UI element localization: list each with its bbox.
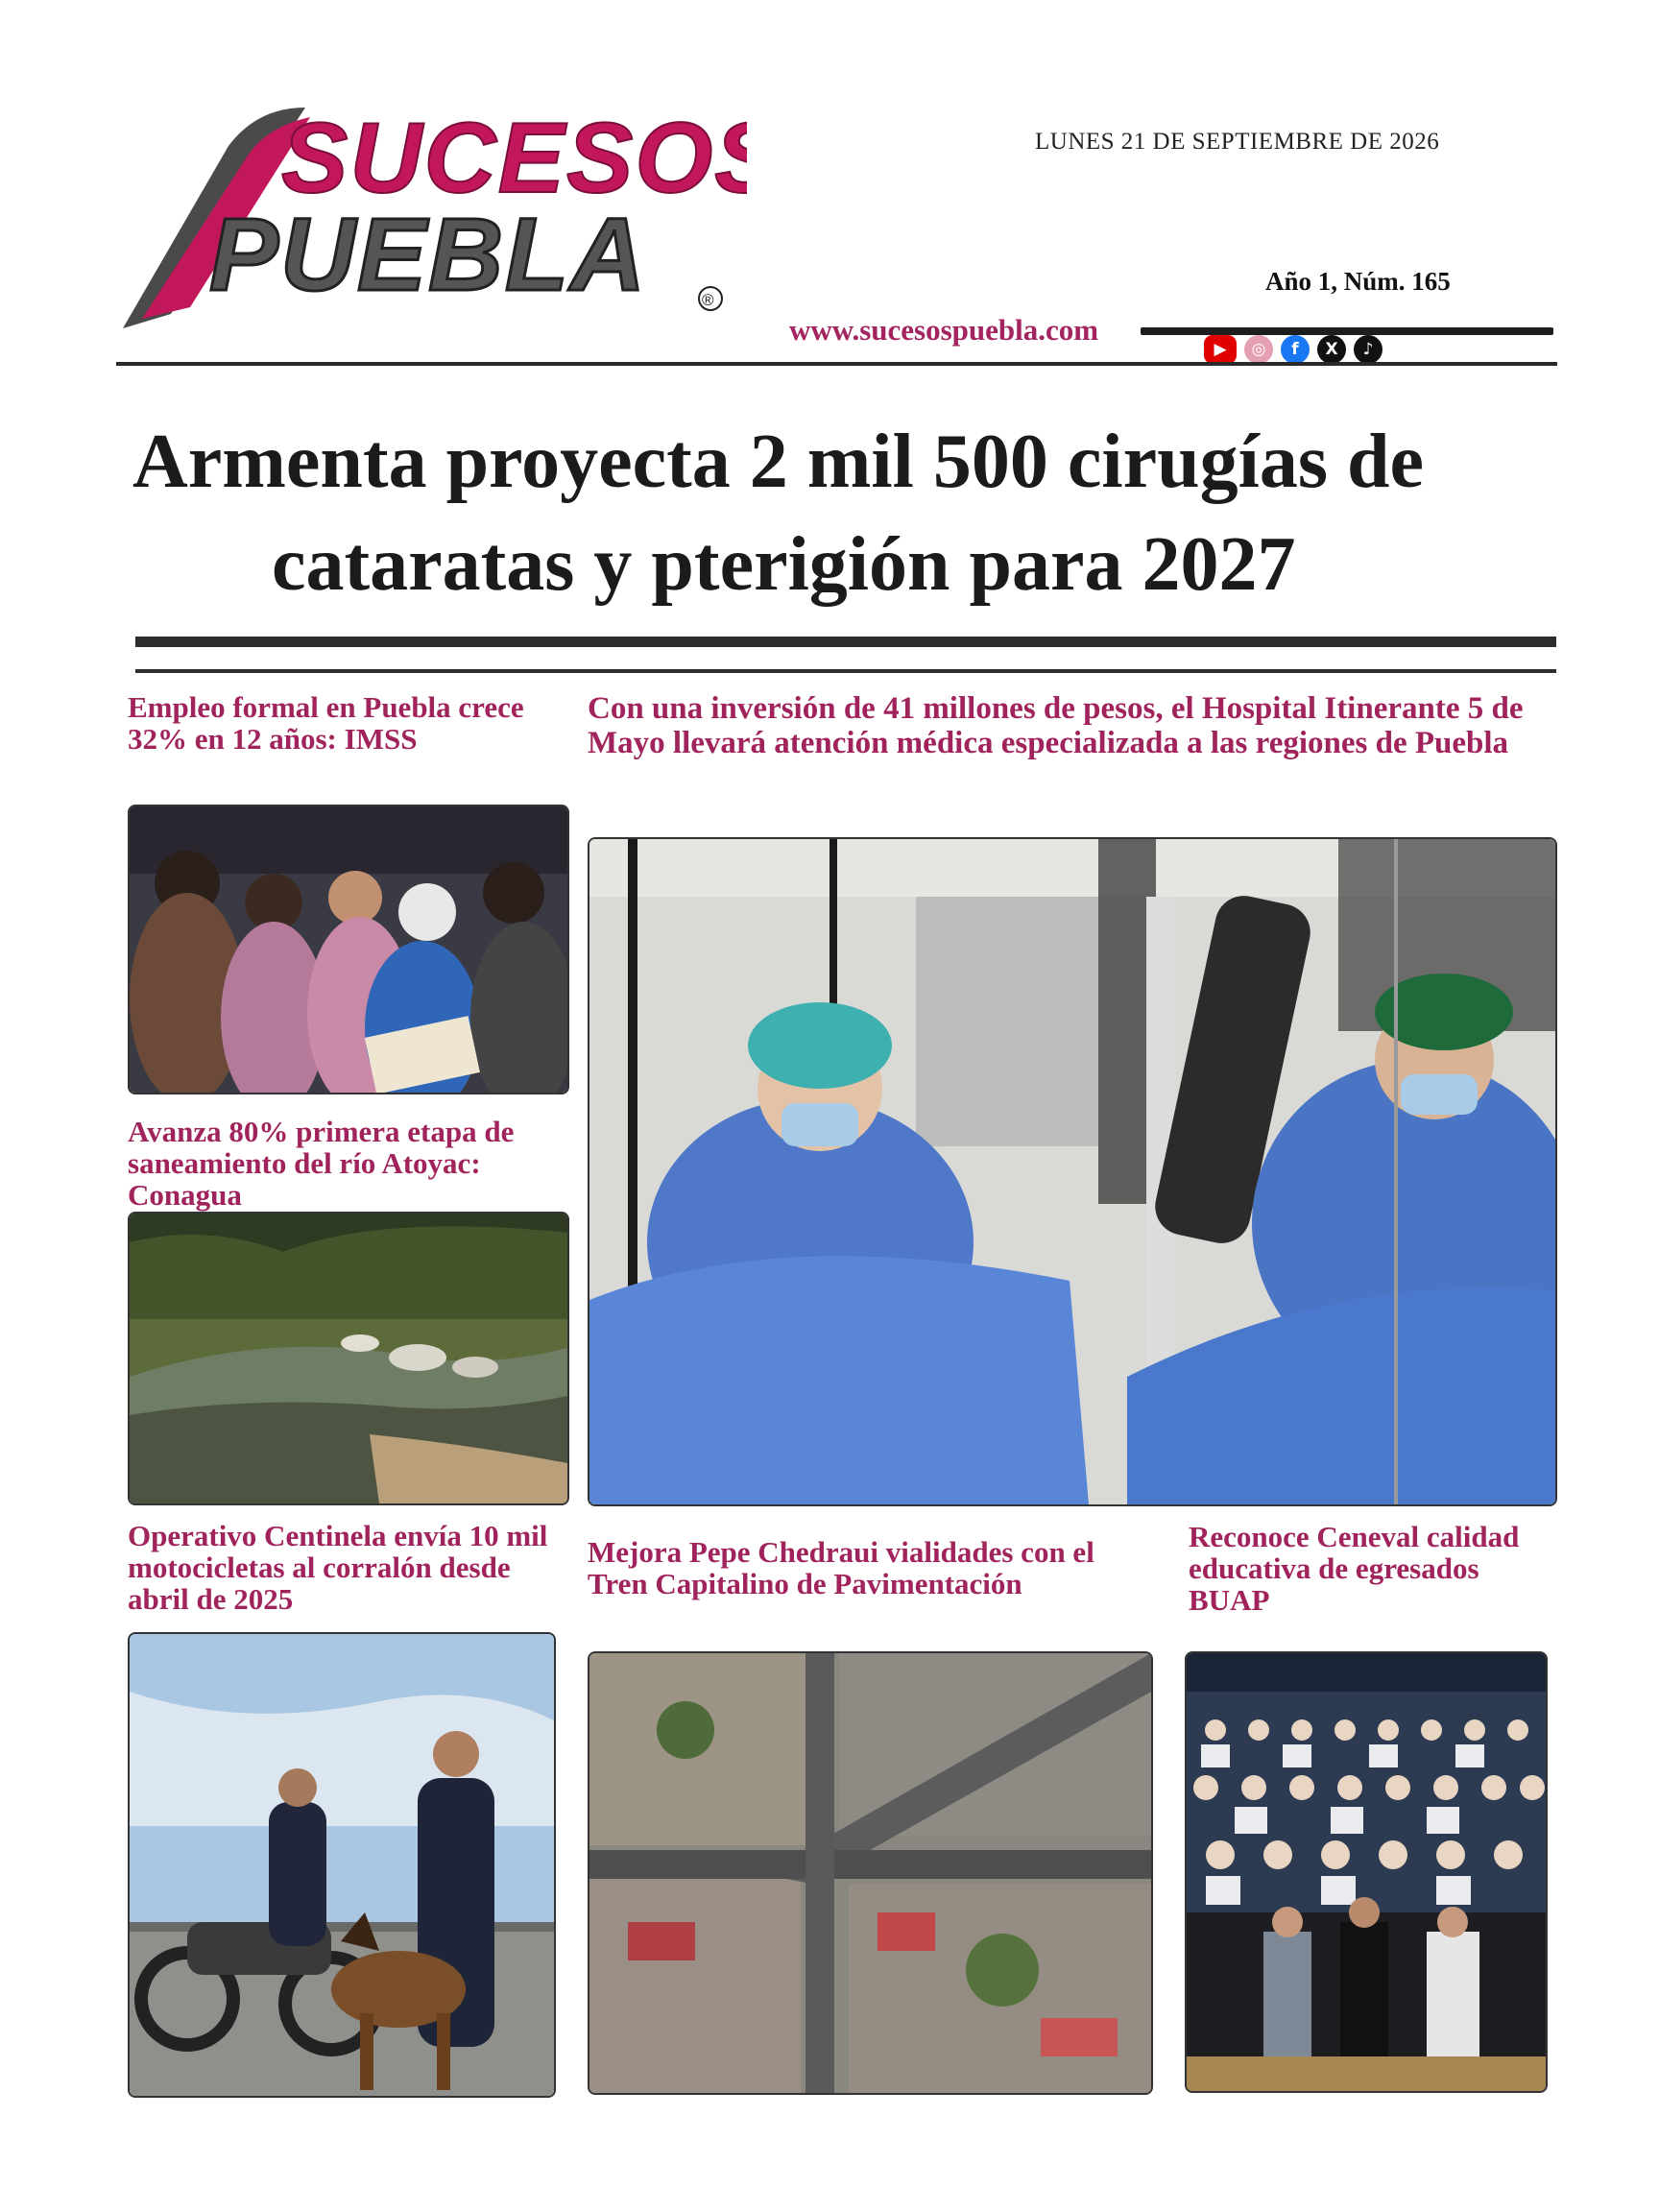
story-title-hospital[interactable]: Con una inversión de 41 millones de pesos, el Hospital Itinerante 5 de Mayo llevará atención médica especializada a las regiones de Puebla [588,691,1524,760]
issue-number: Año 1, Núm. 165 [1265,267,1451,296]
issue-date: LUNES 21 DE SEPTIEMBRE DE 2026 [1035,129,1440,155]
svg-text:PUEBLA [209,196,647,312]
headline-line-2: cataratas y pterigión para 2027 [272,522,1296,607]
story-title-ceneval[interactable]: Reconoce Ceneval calidad educativa de egresados BUAP [1189,1520,1520,1617]
main-headline[interactable] [115,411,1517,616]
sucesos-puebla-logo[interactable] [113,88,747,338]
story-title-centinela[interactable]: Operativo Centinela envía 10 mil motocicletas al corralón desde abril de 2025 [128,1519,548,1616]
tiktok-icon[interactable]: ♪ [1354,335,1382,364]
youtube-icon[interactable]: ▶ [1204,335,1237,364]
surgeons-operating-photo[interactable] [588,837,1557,1506]
logo-word-sucesos: SUCESOS [281,103,747,214]
atoyac-river-photo[interactable] [128,1212,569,1505]
story-title-pavimentacion[interactable]: Mejora Pepe Chedraui vialidades con el Tren Capitalino de Pavimentación [588,1535,1094,1600]
headline-rule-thin [135,669,1556,673]
registered-mark: ® [702,291,714,309]
story-title-atoyac[interactable]: Avanza 80% primera etapa de saneamiento del río Atoyac: Conagua [128,1115,515,1212]
masthead-divider [1141,327,1553,335]
x-icon[interactable]: X [1317,335,1346,364]
logo-word-puebla: PUEBLA [209,196,648,312]
website-link[interactable]: www.sucesospuebla.com [789,313,1099,347]
job-fair-crowd-photo[interactable] [128,805,569,1094]
police-motorcycle-dog-photo[interactable] [128,1632,556,2098]
story-title-employment[interactable]: Empleo formal en Puebla crece 32% en 12 años: IMSS [128,690,524,756]
headline-line-1: Armenta proyecta 2 mil 500 cirugías de [132,420,1424,504]
facebook-icon[interactable]: f [1281,335,1310,364]
graduates-group-photo[interactable] [1185,1651,1548,2093]
aerial-streets-photo[interactable] [588,1651,1153,2095]
top-rule [116,362,1557,366]
svg-text:® [702,291,714,309]
instagram-icon[interactable]: ◎ [1244,335,1273,364]
headline-rule-thick [135,637,1556,647]
